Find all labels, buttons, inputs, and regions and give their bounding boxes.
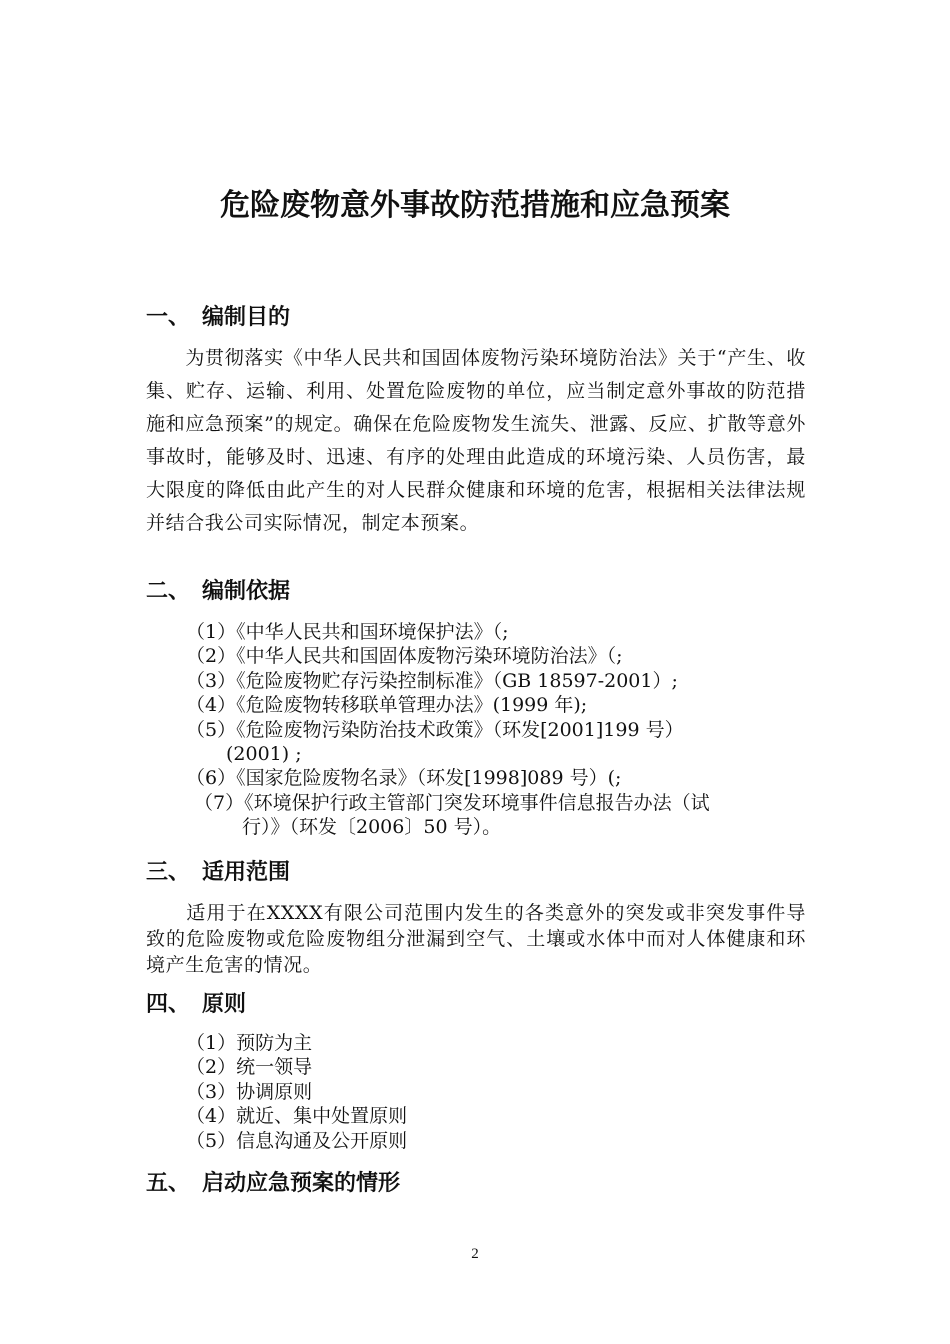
- page-number: 2: [471, 1246, 479, 1262]
- list-item: （5）《危险废物污染防治技术政策》（环发[2001]199 号）: [186, 718, 684, 741]
- list-item: （7）《环境保护行政主管部门突发环境事件信息报告办法（试: [194, 791, 710, 814]
- list-item: （5）信息沟通及公开原则: [186, 1129, 408, 1152]
- list-item-continuation: (2001) ;: [226, 742, 302, 765]
- section-3-paragraph: 适用于在XXXX有限公司范围内发生的各类意外的突发或非突发事件导致的危险废物或危险废物组分泄漏到空气、土壤或水体中而对人体健康和环境产生危害的情况。: [146, 902, 806, 976]
- section-number: 二、: [146, 579, 191, 604]
- section-heading-4: [146, 987, 246, 1018]
- list-item: （3）协调原则: [186, 1080, 313, 1103]
- section-title: 启动应急预案的情形: [202, 1171, 401, 1196]
- list-item: （6）《国家危险废物名录》（环发[1998]089 号）(;: [186, 767, 622, 790]
- list-item: （3）《危险废物贮存污染控制标准》（GB 18597-2001）;: [186, 669, 678, 692]
- section-number: 三、: [146, 860, 191, 885]
- section-heading-3: [146, 855, 290, 886]
- section-title: 原则: [202, 992, 247, 1017]
- section-title: 适用范围: [202, 860, 291, 885]
- section-heading-2: [146, 574, 290, 605]
- list-item: （4）就近、集中处置原则: [186, 1105, 408, 1128]
- section-number: 四、: [146, 992, 191, 1017]
- list-item-continuation: 行）》（环发〔2006〕50 号）。: [242, 816, 502, 839]
- list-item: （1）《中华人民共和国环境保护法》（;: [186, 621, 509, 643]
- list-item: （2）统一领导: [186, 1056, 313, 1079]
- section-title: 编制依据: [202, 579, 291, 604]
- references-list: [186, 620, 816, 840]
- section-1-paragraph: 为贯彻落实《中华人民共和国固体废物污染环境防治法》关于“产生、收集、贮存、运输、利用、处置危险废物的单位，应当制定意外事故的防范措施和应急预案”的规定。确保在危险废物发生流失、泄露、反应、扩散等意外事故时，能够及时、迅速、有序的处理由此造成的环境污染、人员伤害，最大限度的降低由此产生的对人民群众健康和环境的危害，根据相关法律法规并结合我公司实际情况，制定本预案。: [146, 347, 806, 534]
- section-number: 一、: [146, 305, 191, 330]
- list-item: （4）《危险废物转移联单管理办法》(1999 年);: [186, 694, 588, 717]
- list-item: （1）预防为主: [186, 1032, 313, 1054]
- document-title: 危险废物意外事故防范措施和应急预案: [220, 188, 730, 223]
- section-title: 编制目的: [202, 305, 291, 330]
- section-number: 五、: [146, 1171, 191, 1196]
- section-heading-5: [146, 1166, 400, 1197]
- list-item: （2）《中华人民共和国固体废物污染环境防治法》（;: [186, 645, 623, 668]
- principles-list: [186, 1031, 407, 1153]
- section-heading-1: [146, 300, 290, 331]
